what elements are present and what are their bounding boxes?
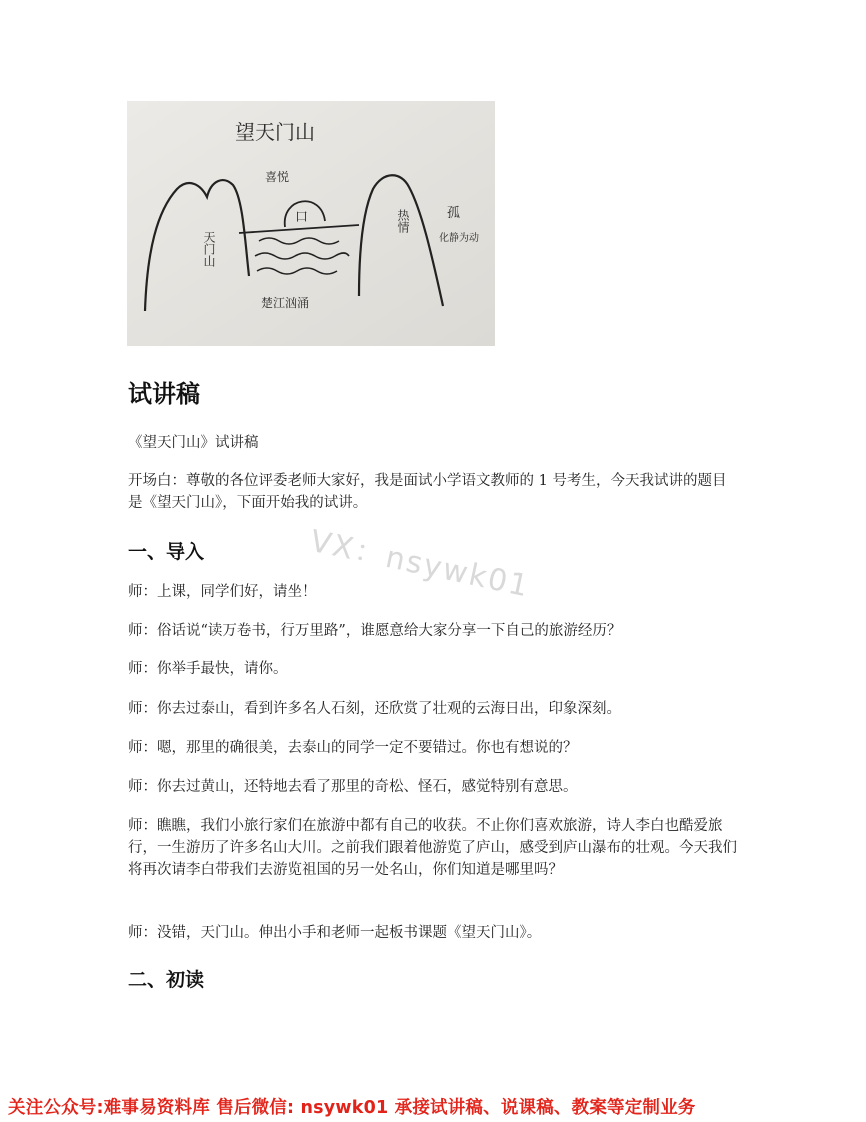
sketch-label-tianmenshan: 天门山: [202, 231, 216, 267]
section2-title: 二、初读: [128, 969, 205, 991]
opening-paragraph: 开场白：尊敬的各位评委老师大家好，我是面试小学语文教师的 1 号考生，今天我试讲的题目是《望天门山》，下面开始我的试讲。: [128, 473, 727, 511]
section1-title: 一、导入: [128, 541, 205, 563]
paragraph: 师：上课，同学们好，请坐！: [128, 584, 317, 600]
sketch-label-reqing: 热情: [396, 209, 410, 233]
document-subtitle: 《望天门山》试讲稿: [128, 435, 259, 451]
paragraph: 师：你举手最快，请你。: [128, 661, 288, 677]
paragraph: 师：嗯，那里的确很美，去泰山的同学一定不要错过。你也有想说的？: [128, 740, 578, 756]
page-heading: 试讲稿: [128, 380, 200, 408]
paragraph: 师：俗话说“读万卷书，行万里路”，谁愿意给大家分享一下自己的旅游经历？: [128, 623, 622, 639]
paragraph: 师：没错，天门山。伸出小手和老师一起板书课题《望天门山》。: [128, 925, 542, 941]
footer-banner: 关注公众号:难事易资料库 售后微信: nsywk01 承接试讲稿、说课稿、教案等定制业务: [8, 1098, 696, 1118]
sketch-drawing: [127, 101, 495, 346]
blackboard-sketch-image: [127, 101, 495, 346]
sketch-label-huajingweidong: 化静为动: [439, 233, 479, 244]
sketch-label-gu: 孤: [447, 206, 461, 221]
paragraph: 师：你去过黄山，还特地去看了那里的奇松、怪石，感觉特别有意思。: [128, 779, 578, 795]
sketch-label-xiyue: 喜悦: [265, 170, 290, 184]
sketch-title: 望天门山: [235, 120, 315, 144]
watermark-text: VX：nsywk01: [307, 523, 534, 605]
sketch-label-chujiang: 楚江汹涌: [261, 296, 310, 310]
paragraph: 师：瞧瞧，我们小旅行家们在旅游中都有自己的收获。不止你们喜欢旅游，诗人李白也酷爱旅行，一生游历了许多名山大川。之前我们跟着他游览了庐山，感受到庐山瀑布的壮观。今天我们将再次请李白带我们去游览祖国的另一处名山，你们知道是哪里吗？: [128, 818, 737, 878]
paragraph: 师：你去过泰山，看到许多名人石刻，还欣赏了壮观的云海日出，印象深刻。: [128, 701, 621, 717]
boat-glyph: 口: [295, 210, 309, 225]
